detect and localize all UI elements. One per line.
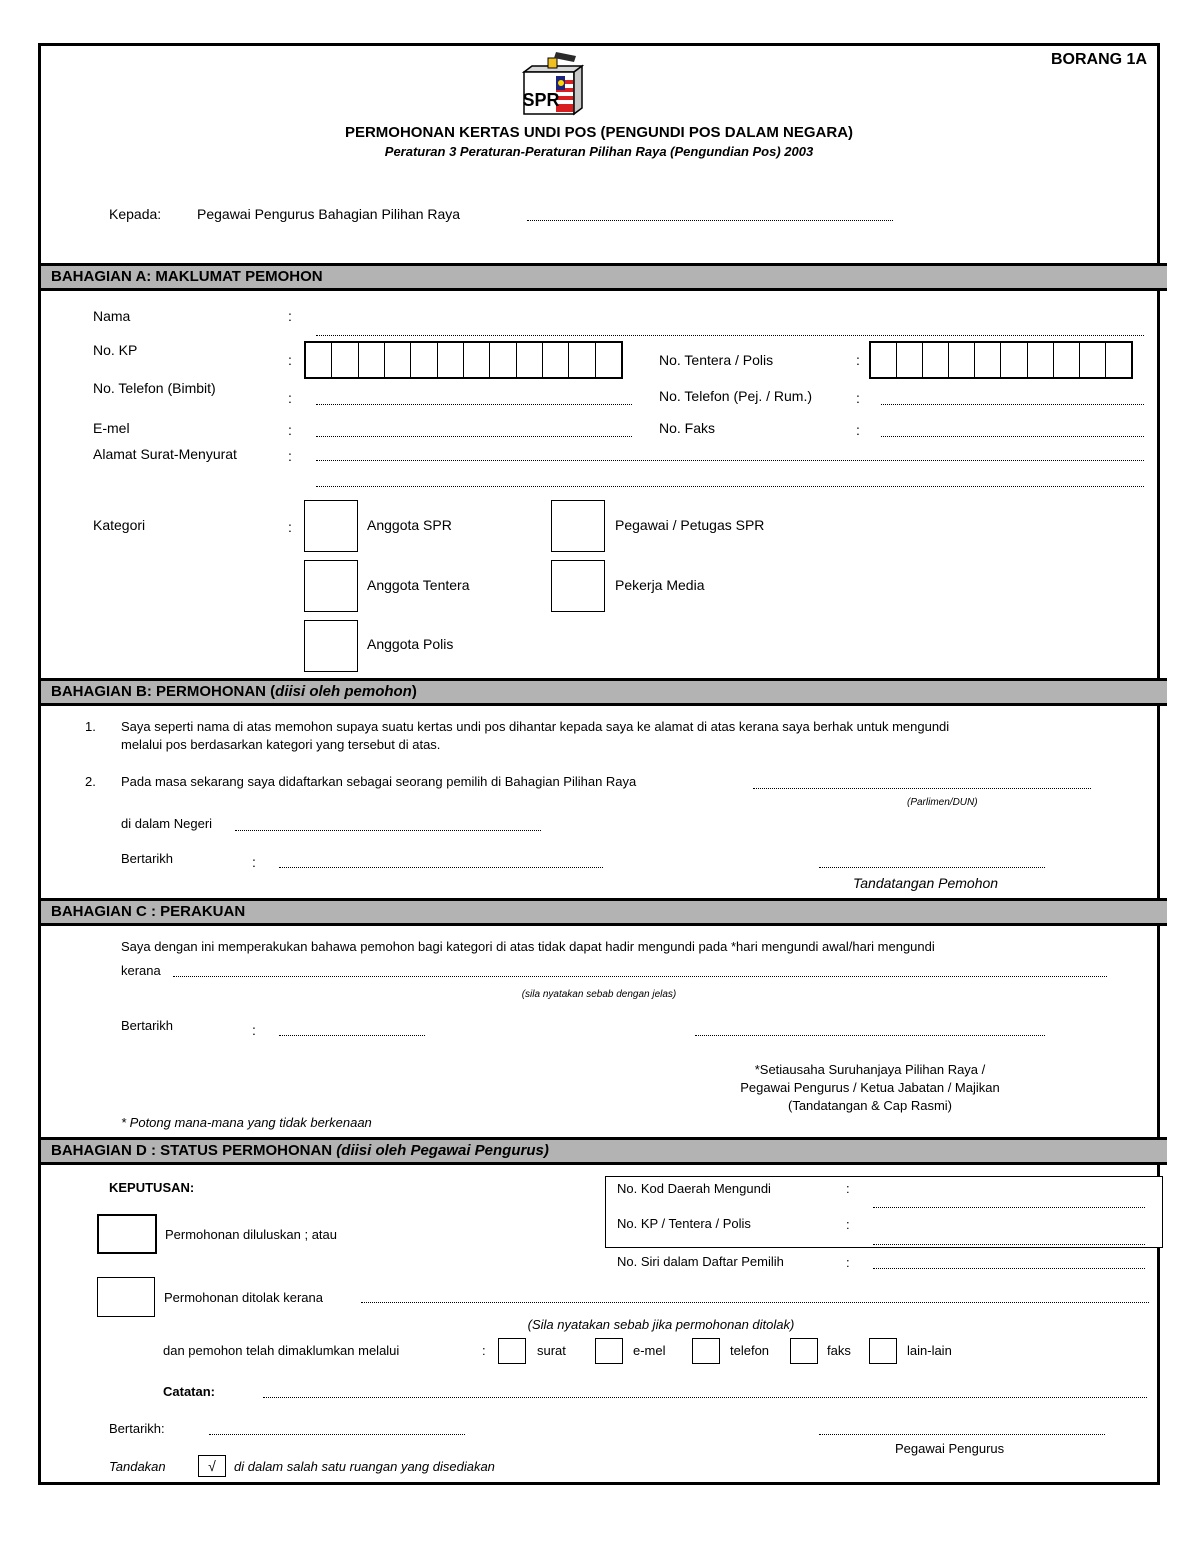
category-option-label: Pegawai / Petugas SPR — [615, 517, 765, 533]
colon: : — [846, 1255, 850, 1270]
section-d-title — [41, 1137, 1167, 1165]
footnote: * Potong mana-mana yang tidak berkenaan — [121, 1115, 372, 1130]
mark-suffix: di dalam salah satu ruangan yang disediakan — [234, 1459, 495, 1474]
mobile-label: No. Telefon (Bimbit) — [93, 380, 216, 396]
colon: : — [846, 1181, 850, 1196]
category-label: Kategori — [93, 517, 146, 533]
colon: : — [252, 854, 256, 870]
channel-label: faks — [827, 1343, 851, 1358]
mark-label: Tandakan — [109, 1459, 166, 1474]
date-label: Bertarikh: — [109, 1421, 165, 1436]
section-d-title-italic: (diisi oleh Pegawai Pengurus) — [336, 1142, 549, 1159]
ic-number-boxes[interactable] — [304, 341, 623, 379]
section-b-title — [41, 678, 1167, 706]
colon: : — [288, 352, 292, 368]
certification-date-field[interactable] — [279, 1035, 425, 1036]
signatory-line3: (Tandatangan & Cap Rasmi) — [787, 1098, 953, 1113]
section-d-title-main: BAHAGIAN D : STATUS PERMOHONAN — [51, 1142, 337, 1159]
signatory-line2: Pegawai Pengurus / Ketua Jabatan / Majikan — [740, 1080, 1000, 1095]
colon: : — [288, 448, 292, 464]
colon: : — [288, 422, 292, 438]
colon: : — [482, 1343, 486, 1358]
item2-text: Pada masa sekarang saya didaftarkan sebagai seorang pemilih di Bahagian Pilihan Raya — [121, 774, 637, 789]
spr-logo-text: SPR — [522, 90, 560, 110]
colon: : — [856, 352, 860, 368]
channel-checkbox-email[interactable] — [595, 1338, 623, 1364]
name-label: Nama — [93, 308, 131, 324]
colon: : — [856, 390, 860, 406]
section-b-title-main: BAHAGIAN B: PERMOHONAN ( — [51, 683, 276, 700]
fax-label: No. Faks — [659, 420, 716, 436]
colon: : — [856, 422, 860, 438]
fax-field[interactable] — [881, 436, 1144, 437]
officer-label: Pegawai Pengurus — [895, 1441, 1005, 1456]
channel-label: surat — [537, 1343, 566, 1358]
rejection-reason-field[interactable] — [361, 1302, 1149, 1303]
colon: : — [288, 519, 292, 535]
certification-reason-field[interactable] — [173, 976, 1107, 977]
address-label: Alamat Surat-Menyurat — [93, 446, 237, 462]
serial-field[interactable] — [873, 1268, 1145, 1269]
category-option-label: Anggota Polis — [367, 636, 454, 652]
form-title: PERMOHONAN KERTAS UNDI POS (PENGUNDI POS DALAM NEGARA) — [344, 124, 854, 141]
serial-label: No. Siri dalam Daftar Pemilih — [617, 1254, 784, 1269]
category-checkbox-anggota-tentera[interactable] — [304, 560, 358, 612]
approved-label: Permohonan diluluskan ; atau — [165, 1227, 338, 1242]
certification-reason-label: kerana — [121, 963, 161, 978]
checkmark-sample: √ — [198, 1455, 226, 1477]
date-label: Bertarikh — [121, 851, 174, 866]
id-field[interactable] — [873, 1244, 1145, 1245]
decision-date-field[interactable] — [209, 1434, 465, 1435]
district-code-label: No. Kod Daerah Mengundi — [617, 1181, 771, 1196]
address-field-line1[interactable] — [316, 460, 1144, 461]
channel-label: telefon — [730, 1343, 770, 1358]
email-field[interactable] — [316, 436, 632, 437]
channel-label: lain-lain — [907, 1343, 952, 1358]
to-label: Kepada: — [109, 206, 162, 222]
form-frame — [38, 43, 1160, 1485]
section-a-title: BAHAGIAN A: MAKLUMAT PEMOHON — [41, 263, 1167, 291]
district-code-field[interactable] — [873, 1207, 1145, 1208]
applicant-signature-field[interactable] — [819, 867, 1045, 868]
notes-field[interactable] — [263, 1397, 1147, 1398]
form-code: BORANG 1A — [1050, 51, 1147, 68]
category-checkbox-anggota-spr[interactable] — [304, 500, 358, 552]
channel-checkbox-telefon[interactable] — [692, 1338, 720, 1364]
category-checkbox-anggota-polis[interactable] — [304, 620, 358, 672]
military-police-label: No. Tentera / Polis — [659, 352, 774, 368]
colon: : — [846, 1217, 850, 1232]
spr-logo — [516, 50, 586, 116]
decision-label: KEPUTUSAN: — [109, 1180, 195, 1195]
date-label: Bertarikh — [121, 1018, 174, 1033]
channel-checkbox-faks[interactable] — [790, 1338, 818, 1364]
to-field[interactable] — [527, 220, 893, 221]
category-checkbox-pekerja-media[interactable] — [551, 560, 605, 612]
address-field-line2[interactable] — [316, 486, 1144, 487]
office-phone-field[interactable] — [881, 404, 1144, 405]
section-c-title: BAHAGIAN C : PERAKUAN — [41, 898, 1167, 926]
form-subtitle: Peraturan 3 Peraturan-Peraturan Pilihan Raya (Pengundian Pos) 2003 — [384, 144, 814, 159]
category-checkbox-pegawai-spr[interactable] — [551, 500, 605, 552]
signatory-line1: *Setiausaha Suruhanjaya Pilihan Raya / — [754, 1062, 986, 1077]
informed-label: dan pemohon telah dimaklumkan melalui — [163, 1343, 400, 1358]
category-option-label: Anggota Tentera — [367, 577, 470, 593]
constituency-field[interactable] — [753, 788, 1091, 789]
channel-checkbox-surat[interactable] — [498, 1338, 526, 1364]
ic-label: No. KP — [93, 342, 138, 358]
notes-label: Catatan: — [163, 1384, 216, 1399]
rejected-note: (Sila nyatakan sebab jika permohonan ditolak) — [527, 1317, 795, 1332]
certifier-signature-field[interactable] — [695, 1035, 1045, 1036]
certification-line1: Saya dengan ini memperakukan bahawa pemohon bagi kategori di atas tidak dapat hadir mengundi pada *hari mengundi awal/hari mengundi — [121, 939, 935, 954]
item1-line2: melalui pos berdasarkan kategori yang tersebut di atas. — [121, 737, 441, 752]
colon: : — [252, 1022, 256, 1038]
mobile-field[interactable] — [316, 404, 632, 405]
rejected-label: Permohonan ditolak kerana — [164, 1290, 323, 1305]
military-police-number-boxes[interactable] — [869, 341, 1133, 379]
colon: : — [288, 390, 292, 406]
signature-label: Tandatangan Pemohon — [853, 875, 999, 891]
category-option-label: Anggota SPR — [367, 517, 452, 533]
state-field[interactable] — [235, 830, 541, 831]
colon: : — [288, 308, 292, 324]
item1-line1: Saya seperti nama di atas memohon supaya suatu kertas undi pos dihantar kepada saya ke alamat di atas kerana saya berhak untuk mengundi — [121, 719, 950, 734]
id-label: No. KP / Tentera / Polis — [617, 1216, 751, 1231]
officer-signature-field[interactable] — [819, 1434, 1105, 1435]
rejected-checkbox[interactable] — [97, 1277, 155, 1317]
to-value: Pegawai Pengurus Bahagian Pilihan Raya — [197, 206, 461, 222]
category-option-label: Pekerja Media — [615, 577, 705, 593]
reason-note: (sila nyatakan sebab dengan jelas) — [521, 989, 677, 1000]
item-number: 1. — [85, 719, 96, 734]
channel-label: e-mel — [633, 1343, 666, 1358]
parliament-note: (Parlimen/DUN) — [907, 797, 978, 808]
section-b-title-italic: diisi oleh pemohon — [275, 683, 412, 700]
office-phone-label: No. Telefon (Pej. / Rum.) — [659, 388, 813, 404]
section-b-title-end: ) — [411, 683, 417, 700]
item-number: 2. — [85, 774, 96, 789]
email-label: E-mel — [93, 420, 130, 436]
state-label: di dalam Negeri — [121, 816, 213, 831]
name-field[interactable] — [316, 335, 1144, 336]
date-field[interactable] — [279, 867, 603, 868]
approved-checkbox[interactable] — [97, 1214, 157, 1254]
channel-checkbox-lain-lain[interactable] — [869, 1338, 897, 1364]
